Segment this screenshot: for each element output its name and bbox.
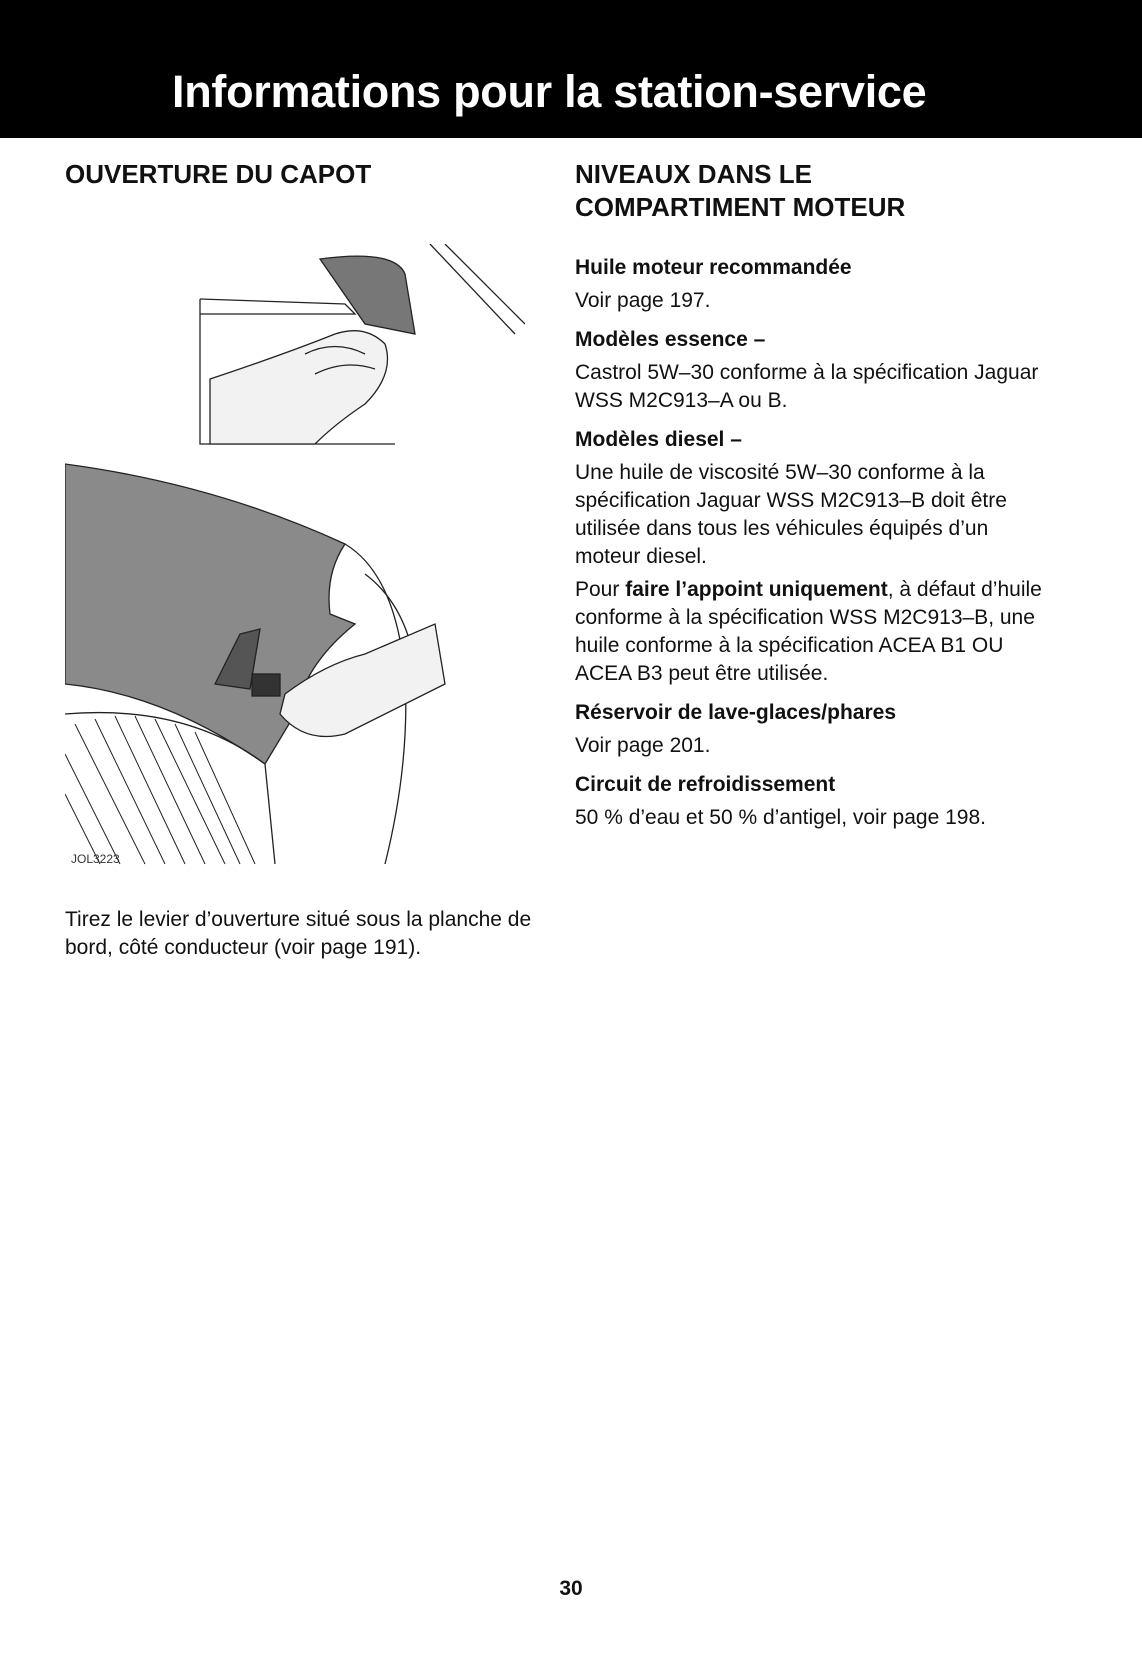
subheading: Circuit de refroidissement: [575, 773, 836, 796]
section-diesel: [575, 426, 1055, 688]
page-number: 30: [559, 1577, 583, 1600]
text-run: Pour: [575, 578, 626, 601]
body-text: Une huile de viscosité 5W–30 conforme à la spécification Jaguar WSS M2C913–B doit être utilisée dans tous les véhicules équipés d’un moteur diesel.: [575, 461, 1007, 568]
body-text-topup: [575, 576, 1055, 688]
page-title: Informations pour la station-service: [172, 66, 927, 117]
body-text: Voir page 197.: [575, 289, 711, 312]
heading-line-1: NIVEAUX DANS LE: [575, 159, 812, 189]
subheading: Modèles essence –: [575, 328, 766, 351]
subheading: Réservoir de lave-glaces/phares: [575, 701, 897, 724]
subheading: Modèles diesel –: [575, 428, 742, 451]
hood-release-drawing: [65, 244, 525, 894]
section-washer: [575, 699, 1055, 760]
section-cooling: [575, 771, 1055, 832]
bold-text-run: faire l’appoint uniquement: [625, 578, 888, 601]
subheading: Huile moteur recommandée: [575, 256, 852, 279]
body-text: Voir page 201.: [575, 734, 711, 757]
heading-line-2: COMPARTIMENT MOTEUR: [575, 192, 906, 222]
section-oil: [575, 254, 1055, 315]
body-text: 50 % d’eau et 50 % d’antigel, voir page 198.: [575, 806, 986, 829]
text-run: , à défaut d’huile conforme à la spécification WSS M2C913–B, une huile conforme à la spécification ACEA B1 OU ACEA B3 peut être utilisée.: [575, 578, 1042, 685]
hood-release-illustration: [65, 244, 525, 894]
figure-label: JOL3223: [71, 852, 120, 866]
section-heading-hood: OUVERTURE DU CAPOT: [65, 159, 372, 189]
right-column: [575, 158, 1055, 832]
hood-instruction: Tirez le levier d’ouverture situé sous la planche de bord, côté conducteur (voir page 191).: [65, 908, 532, 959]
section-heading-levels: [575, 158, 1055, 224]
section-petrol: [575, 326, 1055, 415]
page-header: [0, 0, 1142, 138]
left-column: [65, 158, 535, 962]
body-text: Castrol 5W–30 conforme à la spécification Jaguar WSS M2C913–A ou B.: [575, 361, 1039, 412]
